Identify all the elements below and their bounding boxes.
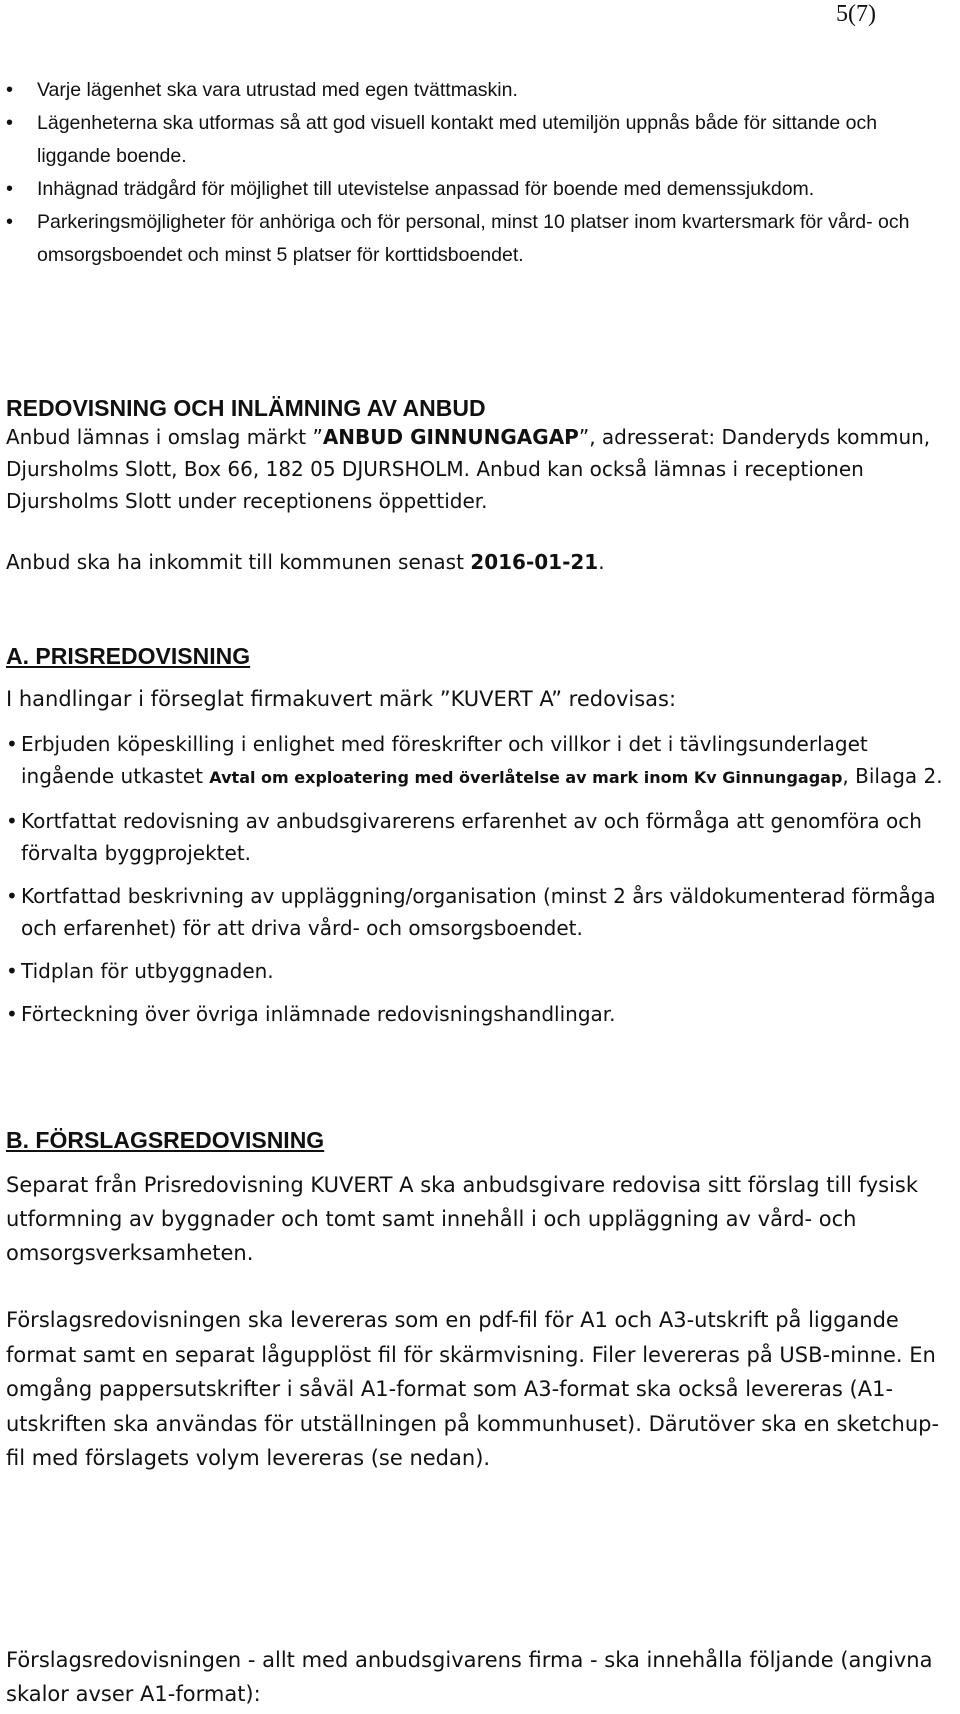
- text: , Bilaga 2.: [842, 764, 943, 788]
- section-a-heading: A. PRISREDOVISNING: [6, 643, 251, 669]
- section-a-intro: I handlingar i förseglat firmakuvert märk ”KUVERT A” redovisas:: [6, 687, 677, 711]
- agreement-title: Avtal om exploatering med överlåtelse av mark inom Kv Ginnungagap: [209, 768, 843, 787]
- deadline-paragraph: [6, 546, 946, 578]
- submission-paragraph: [6, 421, 946, 517]
- section-a-list: [0, 728, 945, 1041]
- section-b-paragraph-3: Förslagsredovisningen - allt med anbudsgivarens firma - ska innehålla följande (angivna skalor avser A1-format):: [6, 1648, 933, 1706]
- list-item: • Tidplan för utbyggnaden.: [0, 955, 945, 987]
- list-item: • Parkeringsmöjligheter för anhöriga och för personal, minst 10 platser inom kvartersmark för vård- och omsorgsboendet och minst 5 platser för korttidsboendet.: [0, 206, 950, 272]
- section-heading: REDOVISNING OCH INLÄMNING AV ANBUD: [6, 395, 486, 421]
- text: Erbjuden köpeskilling i enlighet med föreskrifter och villkor i det i tävlingsunderlaget ingående utkastet: [21, 732, 868, 788]
- section-b-paragraph-2: Förslagsredovisningen ska levereras som en pdf-fil för A1 och A3-utskrift på liggande format samt en separat lågupplöst fil för skärmvisning. Filer levereras på USB-minne. En omgång pappersutskrifter i såväl A1-format som A3-format ska också levereras (A1-utskriften ska användas för utställningen på kommunhuset). Därutöver ska en sketchup-fil med förslagets volym levereras (se nedan).: [6, 1308, 940, 1470]
- list-item: • Kortfattat redovisning av anbudsgivarerens erfarenhet av och förmåga att genomföra och förvalta byggprojektet.: [0, 805, 945, 869]
- text: Anbud lämnas i omslag märkt ”: [6, 425, 323, 449]
- list-item: [0, 728, 945, 794]
- section-b-paragraph-1: Separat från Prisredovisning KUVERT A ska anbudsgivare redovisa sitt förslag till fysisk utformning av byggnader och tomt samt innehåll i och uppläggning av vård- och omsorgsverksamheten.: [6, 1173, 918, 1265]
- envelope-label: ANBUD GINNUNGAGAP: [322, 425, 579, 449]
- text: .: [598, 550, 605, 574]
- list-item: • Kortfattad beskrivning av uppläggning/organisation (minst 2 års väldokumenterad förmåga och erfarenhet) för att driva vård- och omsorgsboendet.: [0, 880, 945, 944]
- deadline-date: 2016-01-21: [470, 550, 599, 574]
- page-number: 5(7): [836, 1, 876, 27]
- text: ”, adresserat: Danderyds kommun, Djursholms Slott, Box 66, 182 05 DJURSHOLM. Anbud kan också lämnas i receptionen Djursholms Slott under receptionens öppettider.: [6, 425, 931, 513]
- list-item: • Förteckning över övriga inlämnade redovisningshandlingar.: [0, 998, 945, 1030]
- list-item: • Inhägnad trädgård för möjlighet till utevistelse anpassad för boende med demenssjukdom.: [0, 173, 950, 206]
- section-b-heading: B. FÖRSLAGSREDOVISNING: [6, 1127, 325, 1153]
- text: Anbud ska ha inkommit till kommunen senast: [6, 550, 471, 574]
- list-item: • Lägenheterna ska utformas så att god visuell kontakt med utemiljön uppnås både för sittande och liggande boende.: [0, 107, 950, 173]
- requirements-list: [0, 74, 950, 272]
- list-item: • Varje lägenhet ska vara utrustad med egen tvättmaskin.: [0, 74, 950, 107]
